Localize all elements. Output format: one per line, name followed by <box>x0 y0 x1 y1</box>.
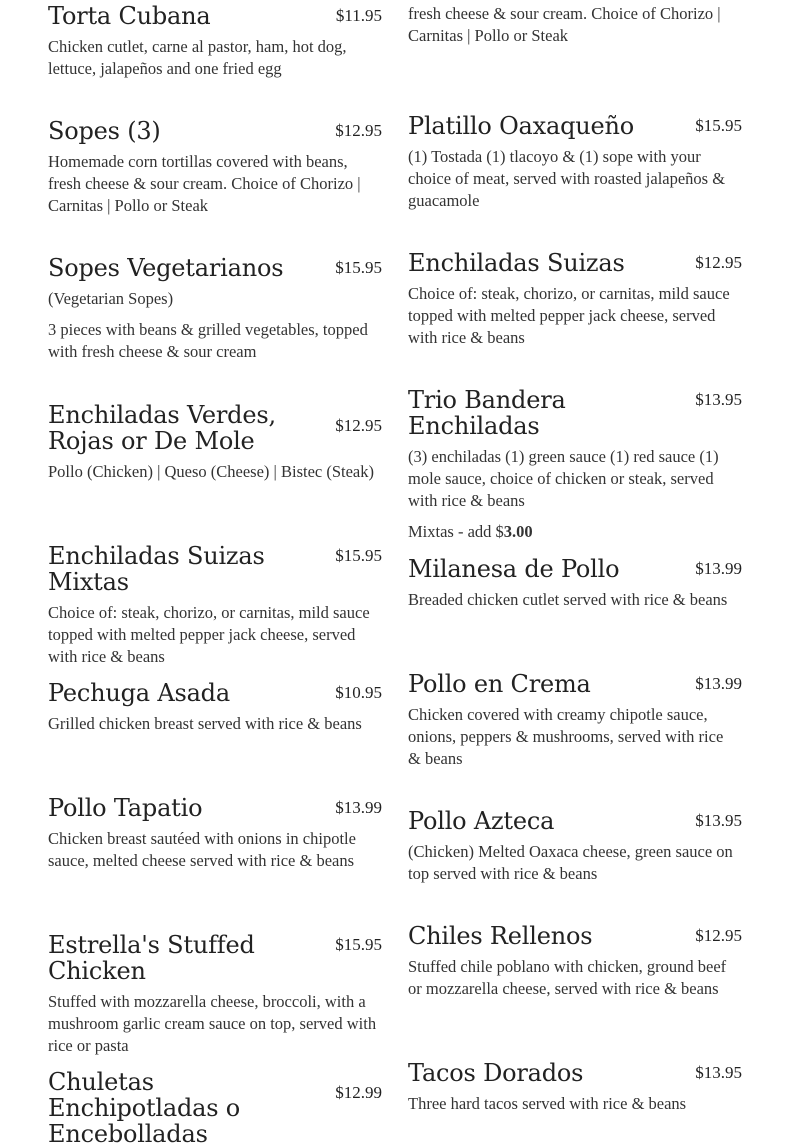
menu-item-description: Three hard tacos served with rice & beans <box>408 1094 687 1113</box>
menu-item-price: $12.95 <box>695 253 742 272</box>
menu-item-header <box>48 932 380 984</box>
menu-item-description: (3) enchiladas (1) green sauce (1) red sauce (1) mole sauce, choice of chicken or steak, served with rice & beans <box>408 447 719 510</box>
menu-item-pechuga-asada <box>48 680 380 735</box>
menu-item-pollo-tapatio <box>48 795 380 872</box>
menu-item-header <box>48 402 380 454</box>
menu-item-price: $13.95 <box>695 390 742 409</box>
menu-item-price: $13.99 <box>695 674 742 693</box>
menu-item-name: Milanesa de Pollo <box>408 555 620 583</box>
menu-item-header <box>48 795 380 821</box>
menu-item-header <box>408 923 740 949</box>
menu-item-chuletas <box>48 1069 380 1147</box>
addon-label: Mixtas - add $ <box>408 522 504 541</box>
menu-item-description: Breaded chicken cutlet served with rice & beans <box>408 590 728 609</box>
menu-item-name: Sopes (3) <box>48 117 161 145</box>
menu-item-torta-cubana <box>48 3 380 80</box>
menu-item-description: Chicken cutlet, carne al pastor, ham, hot dog, lettuce, jalapeños and one fried egg <box>48 37 347 78</box>
menu-item-enchiladas-suizas <box>408 250 740 349</box>
menu-item-name: Torta Cubana <box>48 2 211 30</box>
menu-item-price: $15.95 <box>335 935 382 954</box>
menu-item-name: Tacos Dorados <box>408 1059 584 1087</box>
menu-item-header <box>408 113 740 139</box>
menu-item-name: Chiles Rellenos <box>408 922 593 950</box>
menu-item-name: Pollo Azteca <box>408 807 555 835</box>
menu-item-milanesa-de-pollo <box>408 556 740 611</box>
menu-item-price: $12.95 <box>695 926 742 945</box>
menu-item-description: Homemade corn tortillas covered with beans, fresh cheese & sour cream. Choice of Chorizo | Carnitas | Pollo or Steak <box>48 152 361 215</box>
menu-item-description: fresh cheese & sour cream. Choice of Chorizo | Carnitas | Pollo or Steak <box>408 4 721 45</box>
menu-item-header <box>408 671 740 697</box>
menu-item-name: Chuletas Enchipotladas o Encebolladas <box>48 1068 241 1148</box>
menu-item-header <box>48 543 380 595</box>
menu-item-sopes-top <box>408 0 740 47</box>
menu-item-header <box>48 255 380 281</box>
menu-item-header <box>408 387 740 439</box>
menu-item-description: Chicken covered with creamy chipotle sauce, onions, peppers & mushrooms, served with rice & beans <box>408 705 724 768</box>
menu-item-description: Choice of: steak, chorizo, or carnitas, mild sauce topped with melted pepper jack cheese, served with rice & beans <box>48 603 370 666</box>
menu-item-description: Pollo (Chicken) | Queso (Cheese) | Bistec (Steak) <box>48 462 374 481</box>
menu-item-price: $12.95 <box>335 416 382 435</box>
menu-item-description: Stuffed chile poblano with chicken, ground beef or mozzarella cheese, served with rice & beans <box>408 957 727 998</box>
menu-item-name: Estrella's Stuffed Chicken <box>48 931 255 985</box>
menu-item-price: $12.95 <box>335 121 382 140</box>
menu-item-trio-bandera <box>408 387 740 543</box>
menu-item-price: $15.95 <box>335 546 382 565</box>
menu-item-name: Enchiladas Verdes, Rojas or De Mole <box>48 401 276 455</box>
menu-item-description: 3 pieces with beans & grilled vegetables, topped with fresh cheese & sour cream <box>48 320 368 361</box>
menu-item-price: $11.95 <box>335 6 382 25</box>
menu-item-price: $10.95 <box>335 683 382 702</box>
menu-item-name: Pechuga Asada <box>48 679 230 707</box>
menu-item-pollo-azteca <box>408 808 740 885</box>
menu-item-name: Platillo Oaxaqueño <box>408 112 635 140</box>
menu-item-price: $12.99 <box>335 1083 382 1102</box>
menu-item-header <box>48 118 380 144</box>
menu-item-platillo-oaxaqueno <box>408 113 740 212</box>
menu-item-enchiladas-suizas-mixtas <box>48 543 380 668</box>
menu-item-header <box>48 680 380 706</box>
menu-item-pollo-en-crema <box>408 671 740 770</box>
menu-item-description: (Vegetarian Sopes) <box>48 289 174 308</box>
menu-item-name: Pollo en Crema <box>408 670 591 698</box>
menu-item-description: Choice of: steak, chorizo, or carnitas, mild sauce topped with melted pepper jack cheese, served with rice & beans <box>408 284 730 347</box>
menu-item-price: $13.95 <box>695 1063 742 1082</box>
addon-amount: 3.00 <box>503 522 533 541</box>
menu-item-description: Stuffed with mozzarella cheese, broccoli, with a mushroom garlic cream sauce on top, served with rice or pasta <box>48 992 377 1055</box>
menu-item-header <box>408 808 740 834</box>
menu-item-header <box>48 3 380 29</box>
menu-item-name: Trio Bandera Enchiladas <box>408 386 566 440</box>
menu-item-header <box>408 556 740 582</box>
menu-item-header <box>408 1060 740 1086</box>
menu-item-description: Chicken breast sautéed with onions in chipotle sauce, melted cheese served with rice & beans <box>48 829 356 870</box>
menu-item-price: $13.95 <box>695 811 742 830</box>
menu-item-description: (Chicken) Melted Oaxaca cheese, green sauce on top served with rice & beans <box>408 842 733 883</box>
menu-item-enchiladas-verdes <box>48 402 380 483</box>
menu-item-name: Enchiladas Suizas <box>408 249 625 277</box>
menu-item-sopes-vegetarianos <box>48 255 380 363</box>
menu-item-price: $13.99 <box>695 559 742 578</box>
menu-item-chiles-rellenos <box>408 923 740 1000</box>
menu-item-price: $13.99 <box>335 798 382 817</box>
menu-item-name: Enchiladas Suizas Mixtas <box>48 542 265 596</box>
menu-item-name: Pollo Tapatio <box>48 794 203 822</box>
menu-item-description: (1) Tostada (1) tlacoyo & (1) sope with your choice of meat, served with roasted jalapeños & guacamole <box>408 147 726 210</box>
menu-item-price: $15.95 <box>335 258 382 277</box>
menu-item-sopes <box>48 118 380 217</box>
menu-item-addon <box>408 521 740 543</box>
menu-item-price: $15.95 <box>695 116 742 135</box>
menu-item-header <box>408 250 740 276</box>
menu-item-header <box>48 1069 380 1147</box>
menu-item-estrellas-stuffed-chicken <box>48 932 380 1057</box>
menu-item-description: Grilled chicken breast served with rice & beans <box>48 714 362 733</box>
menu-item-tacos-dorados <box>408 1060 740 1115</box>
menu-item-name: Sopes Vegetarianos <box>48 254 284 282</box>
